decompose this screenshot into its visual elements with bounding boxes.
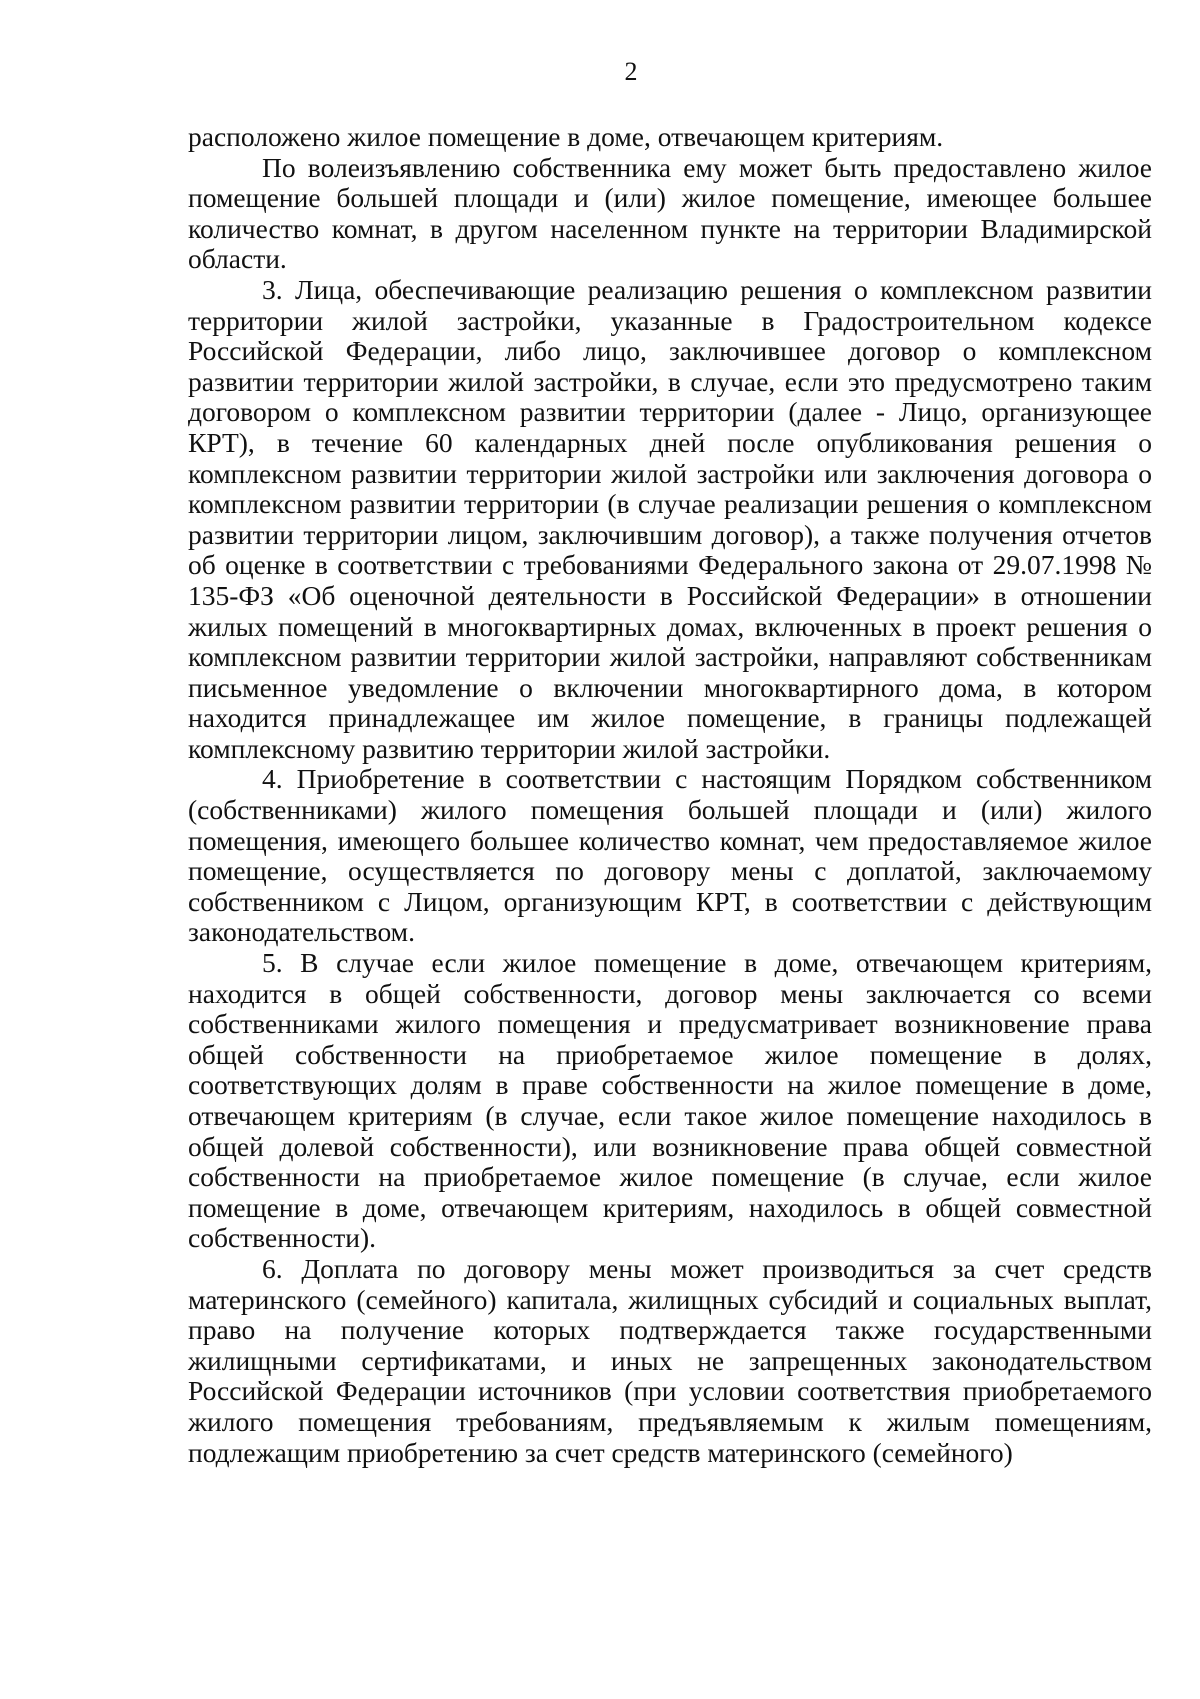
document-body [188,122,1152,1468]
page-number: 2 [624,57,638,86]
paragraph-3: 3. Лица, обеспечивающие реализацию решения о комплексном развитии территории жилой застройки, указанные в Градостроительном кодексе Российской Федерации, либо лицо, заключившее договор о комплексном развитии территории жилой застройки, в случае, если это предусмотрено таким договором о комплексном развитии территории (далее - Лицо, организующее КРТ), в течение 60 календарных дней после опубликования решения о комплексном развитии территории жилой застройки или заключения договора о комплексном развитии территории (в случае реализации решения о комплексном развитии территории лицом, заключившим договор), а также получения отчетов об оценке в соответствии с требованиями Федерального закона от 29.07.1998 № 135-ФЗ «Об оценочной деятельности в Российской Федерации» в отношении жилых помещений в многоквартирных домах, включенных в проект решения о комплексном развитии территории жилой застройки, направляют собственникам письменное уведомление о включении многоквартирного дома, в котором находится принадлежащее им жилое помещение, в границы подлежащей комплексному развитию территории жилой застройки. [188,273,1152,764]
paragraph-6: 6. Доплата по договору мены может производиться за счет средств материнского (семейного) капитала, жилищных субсидий и социальных выплат, право на получение которых подтверждается также государственными жилищными сертификатами, и иных не запрещенных законодательством Российской Федерации источников (при условии соответствия приобретаемого жилого помещения требованиям, предъявляемым к жилым помещениям, подлежащим приобретению за счет средств материнского (семейного) [188,1252,1152,1468]
paragraph-4: 4. Приобретение в соответствии с настоящим Порядком собственником (собственниками) жилого помещения большей площади и (или) жилого помещения, имеющего большее количество комнат, чем предоставляемое жилое помещение, осуществляется по договору мены с доплатой, заключаемому собственником с Лицом, организующим КРТ, в соответствии с действующим законодательством. [188,763,1152,948]
paragraph-5: 5. В случае если жилое помещение в доме, отвечающем критериям, находится в общей собственности, договор мены заключается со всеми собственниками жилого помещения и предусматривает возникновение права общей собственности на приобретаемое жилое помещение в долях, соответствующих долям в праве собственности на жилое помещение в доме, отвечающем критериям (в случае, если такое жилое помещение находилось в общей долевой собственности), или возникновение права общей совместной собственности на приобретаемое жилое помещение (в случае, если жилое помещение в доме, отвечающем критериям, находилось в общей совместной собственности). [188,947,1152,1254]
paragraph-owner-choice: По волеизъявлению собственника ему может быть предоставлено жилое помещение большей площади и (или) жилое помещение, имеющее большее количество комнат, в другом населенном пункте на территории Владимирской области. [188,151,1152,275]
paragraph-continuation: расположено жилое помещение в доме, отвечающем критериям. [188,121,944,152]
